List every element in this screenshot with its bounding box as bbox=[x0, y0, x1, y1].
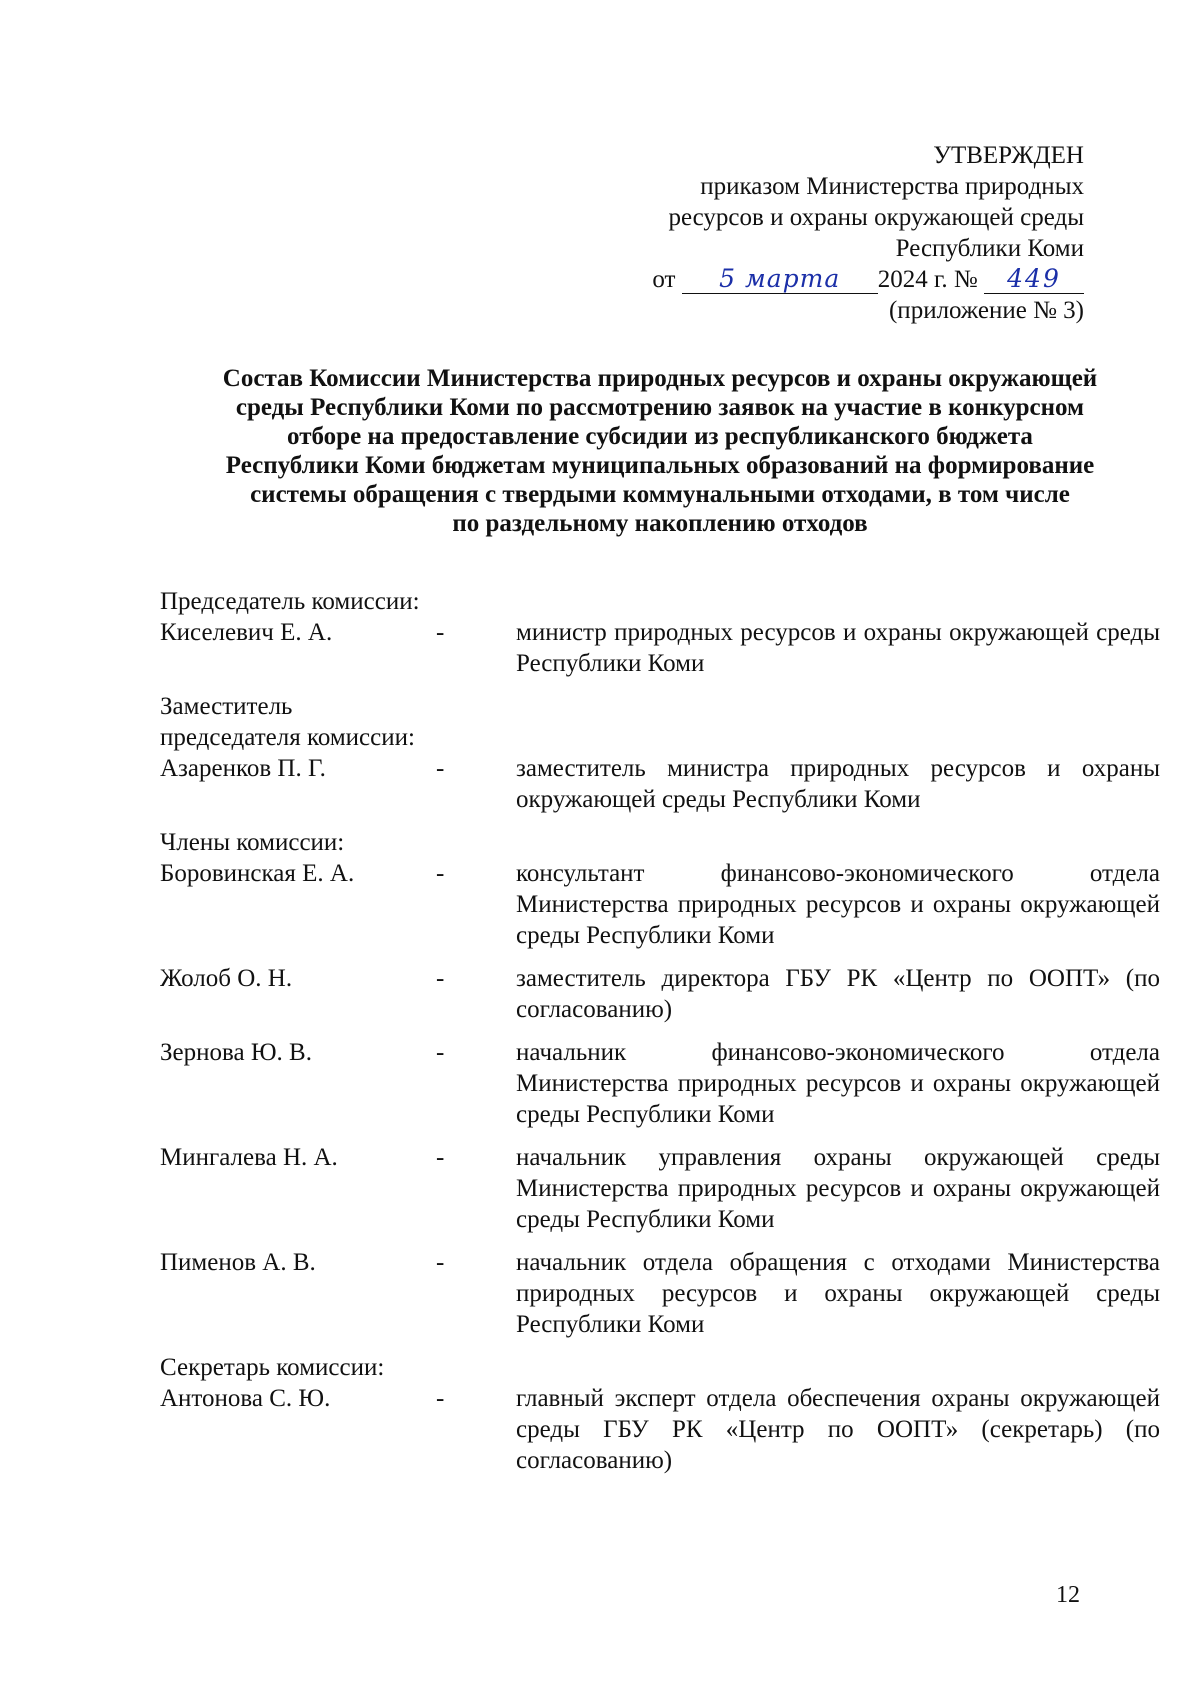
title-line: системы обращения с твердыми коммунальными отходами, в том числе bbox=[250, 481, 1070, 508]
member-row bbox=[160, 1142, 1160, 1235]
member-row bbox=[160, 1247, 1160, 1340]
member-position: заместитель директора ГБУ РК «Центр по ООПТ» (по согласованию) bbox=[516, 965, 1160, 1023]
title-line: отборе на предоставление субсидии из республиканского бюджета bbox=[287, 423, 1033, 450]
member-position: начальник управления охраны окружающей среды Министерства природных ресурсов и охраны окружающей среды Республики Коми bbox=[516, 1144, 1160, 1233]
member-dash: - bbox=[436, 619, 445, 646]
member-dash: - bbox=[436, 755, 445, 782]
member-dash: - bbox=[436, 1144, 445, 1171]
member-dash: - bbox=[436, 860, 445, 887]
commission-members bbox=[160, 586, 1160, 1488]
page-number: 12 bbox=[1056, 1582, 1080, 1608]
member-name: Мингалева Н. А. bbox=[160, 1144, 338, 1171]
member-position: министр природных ресурсов и охраны окружающей среды Республики Коми bbox=[516, 619, 1160, 677]
title-line: Состав Комиссии Министерства природных ресурсов и охраны окружающей bbox=[222, 365, 1098, 392]
member-row bbox=[160, 963, 1160, 1025]
member-dash: - bbox=[436, 965, 445, 992]
member-name: Киселевич Е. А. bbox=[160, 619, 333, 646]
title-line: по раздельному накоплению отходов bbox=[452, 510, 868, 537]
approval-block bbox=[652, 140, 1084, 326]
approval-line-2: ресурсов и охраны окружающей среды bbox=[668, 204, 1084, 231]
member-name: Азаренков П. Г. bbox=[160, 755, 326, 782]
deputy-label: Заместитель председателя комиссии: bbox=[160, 693, 415, 751]
member-dash: - bbox=[436, 1385, 445, 1412]
member-name: Пименов А. В. bbox=[160, 1249, 316, 1276]
member-position: начальник отдела обращения с отходами Министерства природных ресурсов и охраны окружающей среды Республики Коми bbox=[516, 1249, 1160, 1338]
handwritten-number: 449 bbox=[984, 265, 1084, 294]
member-row bbox=[160, 858, 1160, 951]
handwritten-date: 5 марта bbox=[682, 265, 878, 294]
secretary-label: Секретарь комиссии: bbox=[160, 1354, 385, 1381]
member-position: консультант финансово-экономического отдела Министерства природных ресурсов и охраны окружающей среды Республики Коми bbox=[516, 860, 1160, 949]
date-prefix: от bbox=[652, 266, 676, 293]
appendix-label: (приложение № 3) bbox=[888, 297, 1084, 324]
member-dash: - bbox=[436, 1039, 445, 1066]
member-position: заместитель министра природных ресурсов и охраны окружающей среды Республики Коми bbox=[516, 755, 1160, 813]
member-row bbox=[160, 617, 1160, 679]
title-line: среды Республики Коми по рассмотрению заявок на участие в конкурсном bbox=[235, 394, 1085, 421]
approval-line-1: приказом Министерства природных bbox=[700, 173, 1084, 200]
approval-date-line bbox=[652, 264, 1084, 295]
document-title bbox=[150, 364, 1170, 538]
member-name: Боровинская Е. А. bbox=[160, 860, 355, 887]
approval-mark: УТВЕРЖДЕН bbox=[933, 142, 1084, 169]
members-label: Члены комиссии: bbox=[160, 829, 345, 856]
member-name: Жолоб О. Н. bbox=[160, 965, 293, 992]
member-row bbox=[160, 1037, 1160, 1130]
member-name: Антонова С. Ю. bbox=[160, 1385, 331, 1412]
year-text: 2024 г. № bbox=[877, 266, 978, 293]
member-dash: - bbox=[436, 1249, 445, 1276]
member-position: начальник финансово-экономического отдела Министерства природных ресурсов и охраны окружающей среды Республики Коми bbox=[516, 1039, 1160, 1128]
chair-label: Председатель комиссии: bbox=[160, 588, 420, 615]
approval-line-3: Республики Коми bbox=[895, 235, 1084, 262]
member-position: главный эксперт отдела обеспечения охраны окружающей среды ГБУ РК «Центр по ООПТ» (секретарь) (по согласованию) bbox=[516, 1385, 1160, 1474]
title-line: Республики Коми бюджетам муниципальных образований на формирование bbox=[225, 452, 1095, 479]
member-row bbox=[160, 1383, 1160, 1476]
member-name: Зернова Ю. В. bbox=[160, 1039, 312, 1066]
member-row bbox=[160, 753, 1160, 815]
